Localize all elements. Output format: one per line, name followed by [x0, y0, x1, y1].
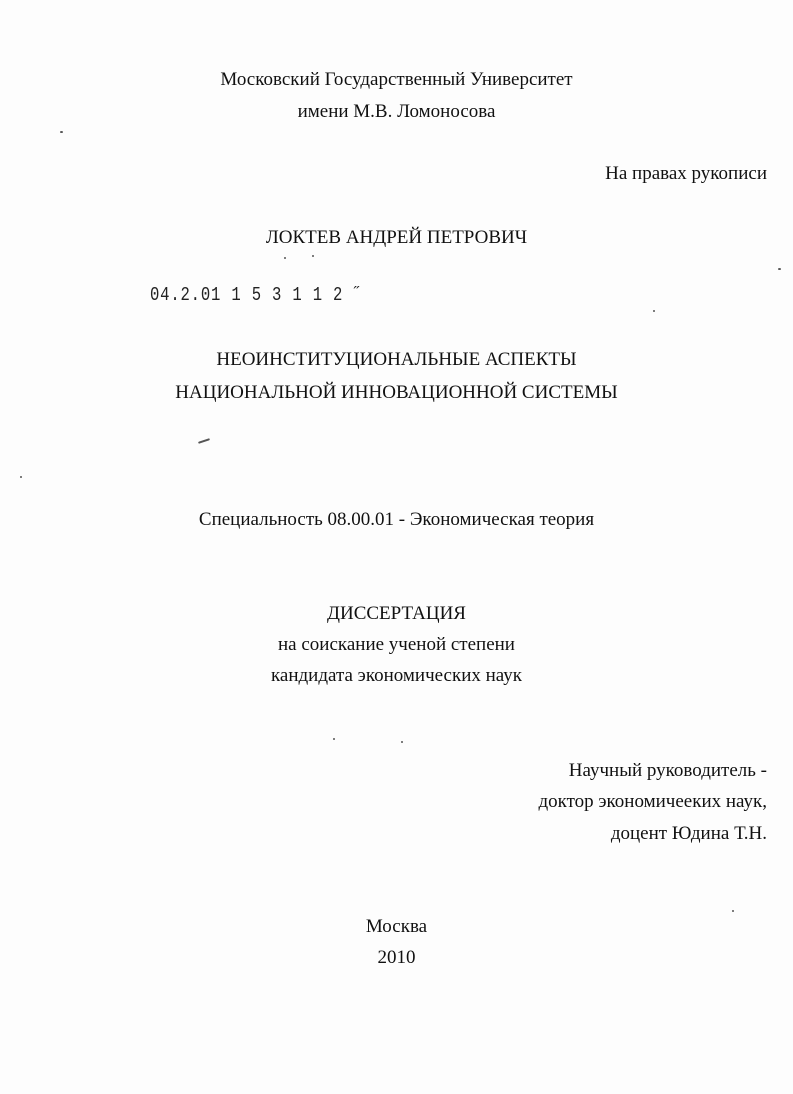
year: 2010 [377, 947, 416, 968]
supervisor-name: доцент Юдина Т.Н. [610, 823, 767, 844]
scan-speck [312, 255, 314, 257]
scan-speck [401, 741, 403, 743]
dissertation-purpose: на соискание ученой степени [278, 634, 515, 655]
scan-speck [20, 476, 22, 478]
university-named-after: имени М.В. Ломоносова [297, 101, 496, 122]
registration-stamp: 04.2.01 1 5 3 1 1 2 ˝ [150, 284, 364, 306]
manuscript-note: На правах рукописи [605, 163, 767, 184]
scan-speck [333, 738, 335, 740]
title-line-2: НАЦИОНАЛЬНОЙ ИННОВАЦИОННОЙ СИСТЕМЫ [175, 382, 618, 403]
author-name: ЛОКТЕВ АНДРЕЙ ПЕТРОВИЧ [265, 227, 528, 248]
dissertation-degree: кандидата экономических наук [270, 665, 523, 686]
university-name: Московский Государственный Университет [220, 69, 573, 90]
place: Москва [365, 916, 428, 937]
scan-speck [198, 438, 210, 444]
scan-speck [732, 910, 734, 912]
supervisor-role: Научный руководитель - [568, 760, 767, 781]
scan-speck [778, 268, 781, 270]
supervisor-degree: доктор экономичееких наук, [538, 791, 767, 812]
scan-speck [284, 257, 286, 259]
specialty: Специальность 08.00.01 - Экономическая теория [198, 509, 595, 530]
scan-speck [60, 131, 63, 133]
title-line-1: НЕОИНСТИТУЦИОНАЛЬНЫЕ АСПЕКТЫ [216, 349, 577, 370]
scan-speck [653, 310, 655, 312]
dissertation-heading: ДИССЕРТАЦИЯ [327, 603, 466, 624]
